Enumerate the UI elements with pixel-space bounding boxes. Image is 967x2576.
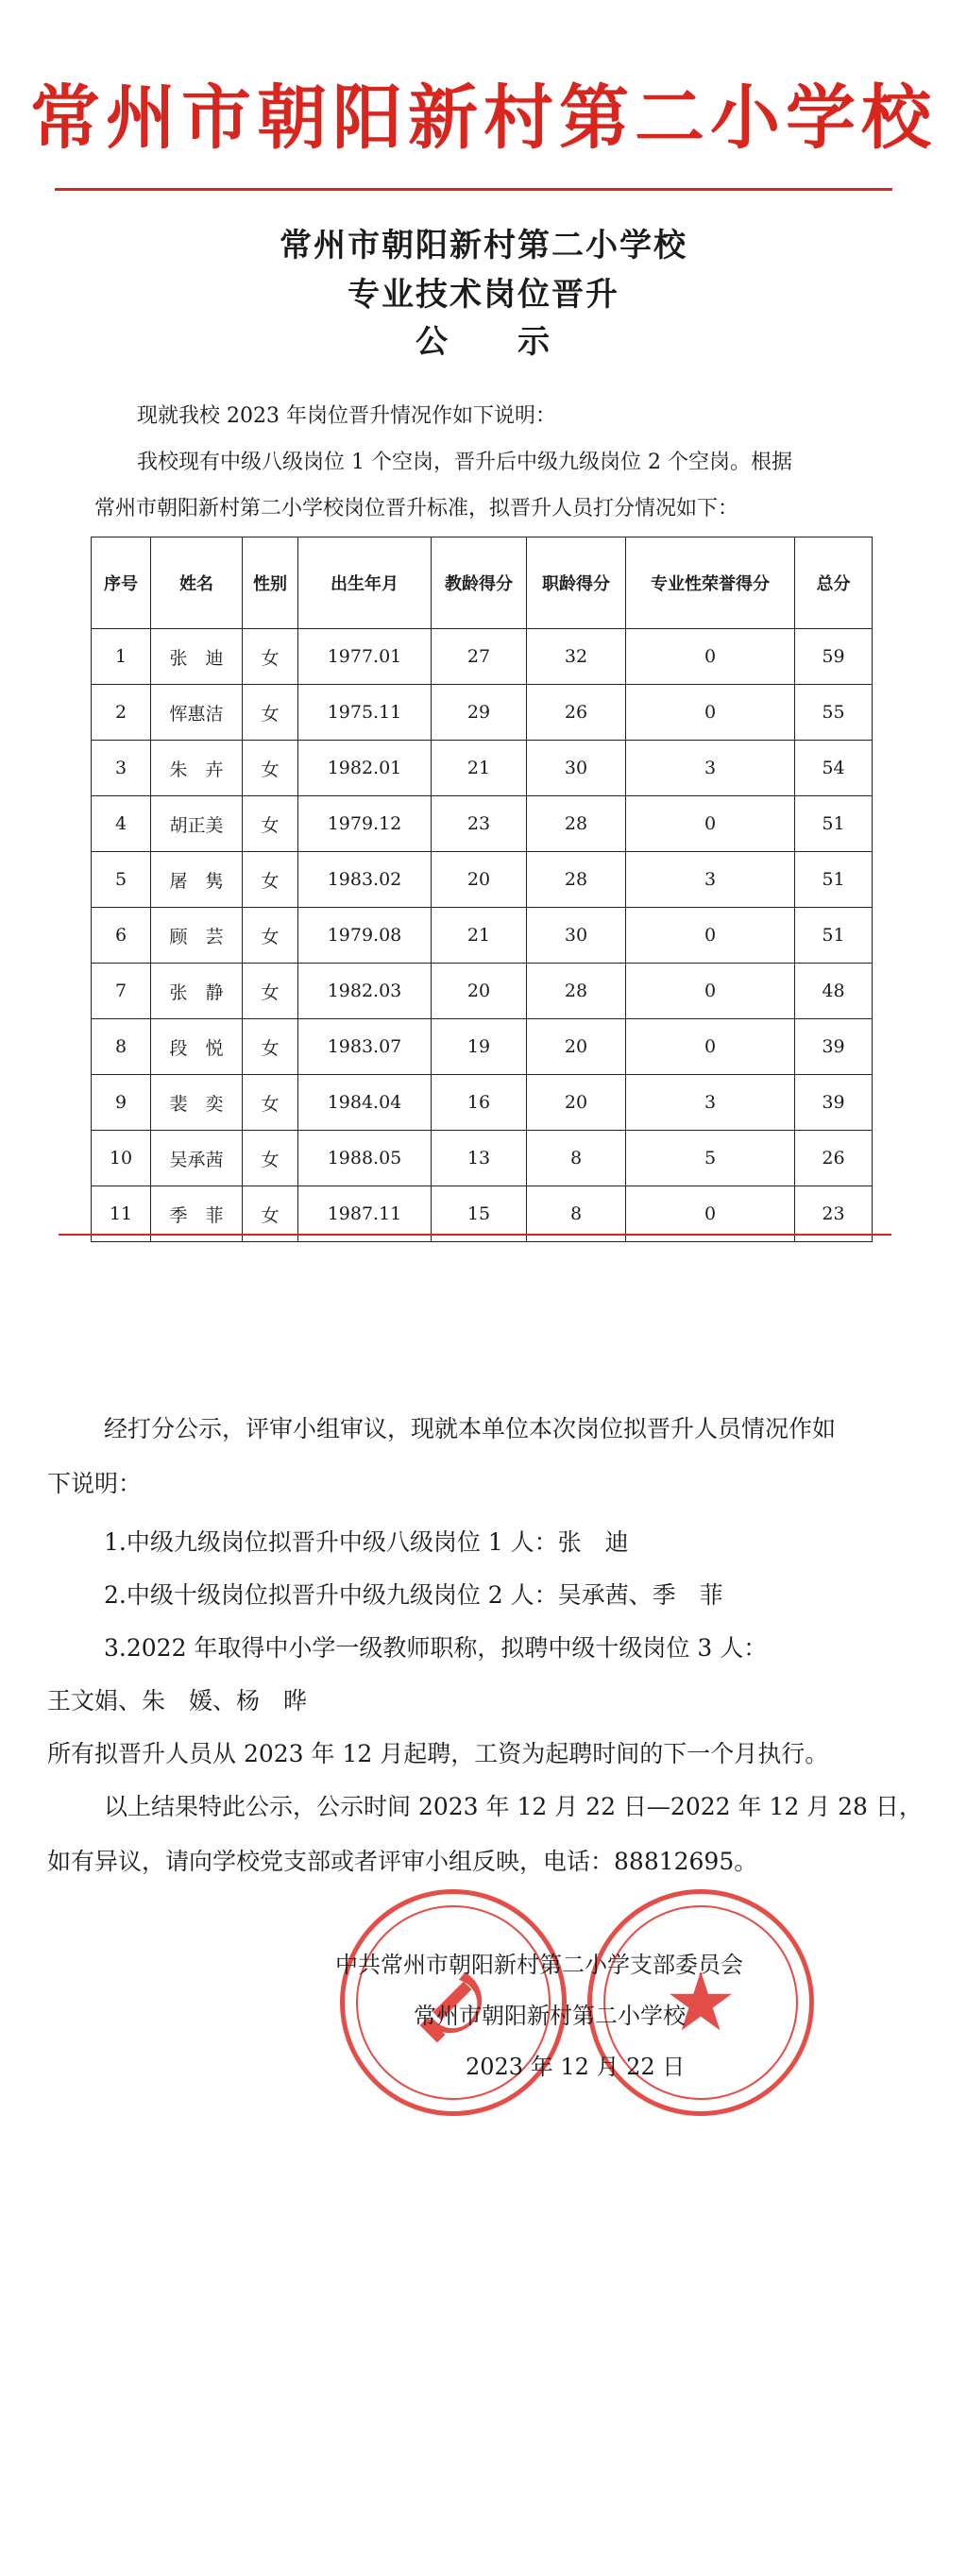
- cell-birth: 1979.12: [298, 796, 432, 852]
- cell-teaching-score: 23: [432, 796, 527, 852]
- cell-seq: 8: [92, 1019, 151, 1075]
- cell-title-score: 30: [527, 908, 626, 964]
- table-row: [92, 685, 873, 741]
- cell-teaching-score: 29: [432, 685, 527, 741]
- cell-honor-score: 0: [626, 908, 795, 964]
- cell-honor-score: 0: [626, 964, 795, 1019]
- header-name: 姓名: [151, 537, 243, 629]
- cell-title-score: 28: [527, 964, 626, 1019]
- cell-birth: 1977.01: [298, 629, 432, 685]
- cell-teaching-score: 27: [432, 629, 527, 685]
- cell-gender: 女: [243, 1131, 298, 1186]
- cell-teaching-score: 19: [432, 1019, 527, 1075]
- cell-seq: 2: [92, 685, 151, 741]
- header-teaching-score: 教龄得分: [432, 537, 527, 629]
- cell-title-score: 8: [527, 1131, 626, 1186]
- cell-name: 季 菲: [151, 1186, 243, 1242]
- cell-birth: 1979.08: [298, 908, 432, 964]
- cell-total: 51: [795, 796, 873, 852]
- cell-teaching-score: 16: [432, 1075, 527, 1131]
- cell-name: 胡正美: [151, 796, 243, 852]
- header-title-score: 职龄得分: [527, 537, 626, 629]
- cell-birth: 1975.11: [298, 685, 432, 741]
- letterhead-divider: [55, 188, 892, 191]
- doc-title-line3: 公 示: [416, 323, 551, 361]
- result-item-3-names: 王文娟、朱 媛、杨 晔: [47, 1687, 308, 1714]
- cell-seq: 11: [92, 1186, 151, 1242]
- cell-title-score: 28: [527, 796, 626, 852]
- cell-name: 顾 芸: [151, 908, 243, 964]
- cell-birth: 1982.03: [298, 964, 432, 1019]
- cell-honor-score: 0: [626, 685, 795, 741]
- table-row: [92, 629, 873, 685]
- table-row: [92, 1131, 873, 1186]
- cell-seq: 3: [92, 741, 151, 796]
- cell-title-score: 26: [527, 685, 626, 741]
- doc-title-line1: 常州市朝阳新村第二小学校: [280, 227, 687, 264]
- cell-gender: 女: [243, 685, 298, 741]
- cell-name: 段 悦: [151, 1019, 243, 1075]
- cell-total: 26: [795, 1131, 873, 1186]
- cell-name: 吴承茜: [151, 1131, 243, 1186]
- cell-gender: 女: [243, 1186, 298, 1242]
- cell-total: 59: [795, 629, 873, 685]
- cell-gender: 女: [243, 908, 298, 964]
- cell-birth: 1988.05: [298, 1131, 432, 1186]
- table-row: [92, 796, 873, 852]
- cell-gender: 女: [243, 796, 298, 852]
- cell-honor-score: 0: [626, 1019, 795, 1075]
- doc-title-line2: 专业技术岗位晋升: [348, 276, 619, 314]
- cell-birth: 1983.02: [298, 852, 432, 908]
- cell-teaching-score: 15: [432, 1186, 527, 1242]
- cell-seq: 1: [92, 629, 151, 685]
- cell-gender: 女: [243, 964, 298, 1019]
- cell-gender: 女: [243, 741, 298, 796]
- cell-total: 54: [795, 741, 873, 796]
- cell-honor-score: 0: [626, 796, 795, 852]
- cell-title-score: 32: [527, 629, 626, 685]
- cell-title-score: 8: [527, 1186, 626, 1242]
- result-paragraph-3a: 以上结果特此公示，公示时间 2023 年 12 月 22 日—2022 年 12 月 28 日，: [104, 1793, 923, 1820]
- cell-name: 恽惠洁: [151, 685, 243, 741]
- intro-paragraph-3: 常州市朝阳新村第二小学校岗位晋升标准，拟晋升人员打分情况如下：: [94, 497, 739, 520]
- cell-gender: 女: [243, 629, 298, 685]
- cell-title-score: 20: [527, 1019, 626, 1075]
- cell-teaching-score: 21: [432, 741, 527, 796]
- cell-seq: 9: [92, 1075, 151, 1131]
- result-item-1: 1.中级九级岗位拟晋升中级八级岗位 1 人：张 迪: [104, 1528, 629, 1556]
- cell-total: 48: [795, 964, 873, 1019]
- cell-name: 朱 卉: [151, 741, 243, 796]
- cell-total: 51: [795, 852, 873, 908]
- cell-name: 张 静: [151, 964, 243, 1019]
- cell-total: 51: [795, 908, 873, 964]
- cell-name: 裴 奕: [151, 1075, 243, 1131]
- header-birth: 出生年月: [298, 537, 432, 629]
- cell-name: 屠 隽: [151, 852, 243, 908]
- cell-teaching-score: 20: [432, 964, 527, 1019]
- table-row: [92, 1019, 873, 1075]
- header-honor-score: 专业性荣誉得分: [626, 537, 795, 629]
- cell-gender: 女: [243, 1075, 298, 1131]
- cell-birth: 1983.07: [298, 1019, 432, 1075]
- table-divider: [59, 1234, 891, 1236]
- table-row: [92, 741, 873, 796]
- header-seq: 序号: [92, 537, 151, 629]
- cell-total: 23: [795, 1186, 873, 1242]
- result-paragraph-1b: 下说明：: [47, 1470, 143, 1497]
- signature-date: 2023 年 12 月 22 日: [466, 2054, 686, 2080]
- result-paragraph-2: 所有拟晋升人员从 2023 年 12 月起聘，工资为起聘时间的下一个月执行。: [47, 1740, 829, 1767]
- table-row: [92, 1075, 873, 1131]
- cell-seq: 4: [92, 796, 151, 852]
- cell-birth: 1987.11: [298, 1186, 432, 1242]
- cell-honor-score: 0: [626, 1186, 795, 1242]
- header-gender: 性别: [243, 537, 298, 629]
- signature-org-school: 常州市朝阳新村第二小学校: [414, 2003, 686, 2029]
- table-row: [92, 852, 873, 908]
- table-row: [92, 964, 873, 1019]
- cell-honor-score: 3: [626, 852, 795, 908]
- letterhead-title: 常州市朝阳新村第二小学校: [30, 77, 937, 159]
- cell-total: 55: [795, 685, 873, 741]
- cell-seq: 5: [92, 852, 151, 908]
- result-item-3: 3.2022 年取得中小学一级教师职称，拟聘中级十级岗位 3 人：: [104, 1634, 768, 1662]
- cell-total: 39: [795, 1019, 873, 1075]
- table-row: [92, 908, 873, 964]
- cell-gender: 女: [243, 852, 298, 908]
- cell-honor-score: 0: [626, 629, 795, 685]
- cell-gender: 女: [243, 1019, 298, 1075]
- cell-title-score: 30: [527, 741, 626, 796]
- cell-birth: 1982.01: [298, 741, 432, 796]
- signature-org-party: 中共常州市朝阳新村第二小学支部委员会: [335, 1952, 743, 1978]
- cell-title-score: 28: [527, 852, 626, 908]
- result-item-2: 2.中级十级岗位拟晋升中级九级岗位 2 人：吴承茜、季 菲: [104, 1581, 723, 1609]
- score-table: [91, 537, 873, 1242]
- cell-birth: 1984.04: [298, 1075, 432, 1131]
- header-total: 总分: [795, 537, 873, 629]
- cell-honor-score: 3: [626, 741, 795, 796]
- result-paragraph-3b: 如有异议，请向学校党支部或者评审小组反映，电话：88812695。: [47, 1848, 758, 1875]
- cell-teaching-score: 13: [432, 1131, 527, 1186]
- intro-paragraph-1: 现就我校 2023 年岗位晋升情况作如下说明：: [137, 404, 556, 428]
- cell-teaching-score: 21: [432, 908, 527, 964]
- cell-honor-score: 5: [626, 1131, 795, 1186]
- intro-paragraph-2: 我校现有中级八级岗位 1 个空岗，晋升后中级九级岗位 2 个空岗。根据: [137, 451, 792, 474]
- cell-seq: 7: [92, 964, 151, 1019]
- cell-teaching-score: 20: [432, 852, 527, 908]
- cell-total: 39: [795, 1075, 873, 1131]
- cell-seq: 10: [92, 1131, 151, 1186]
- result-paragraph-1a: 经打分公示，评审小组审议，现就本单位本次岗位拟晋升人员情况作如: [104, 1415, 837, 1442]
- cell-honor-score: 3: [626, 1075, 795, 1131]
- star-icon: ★: [664, 1955, 738, 2050]
- table-header-row: [92, 537, 873, 629]
- cell-seq: 6: [92, 908, 151, 964]
- cell-title-score: 20: [527, 1075, 626, 1131]
- cell-name: 张 迪: [151, 629, 243, 685]
